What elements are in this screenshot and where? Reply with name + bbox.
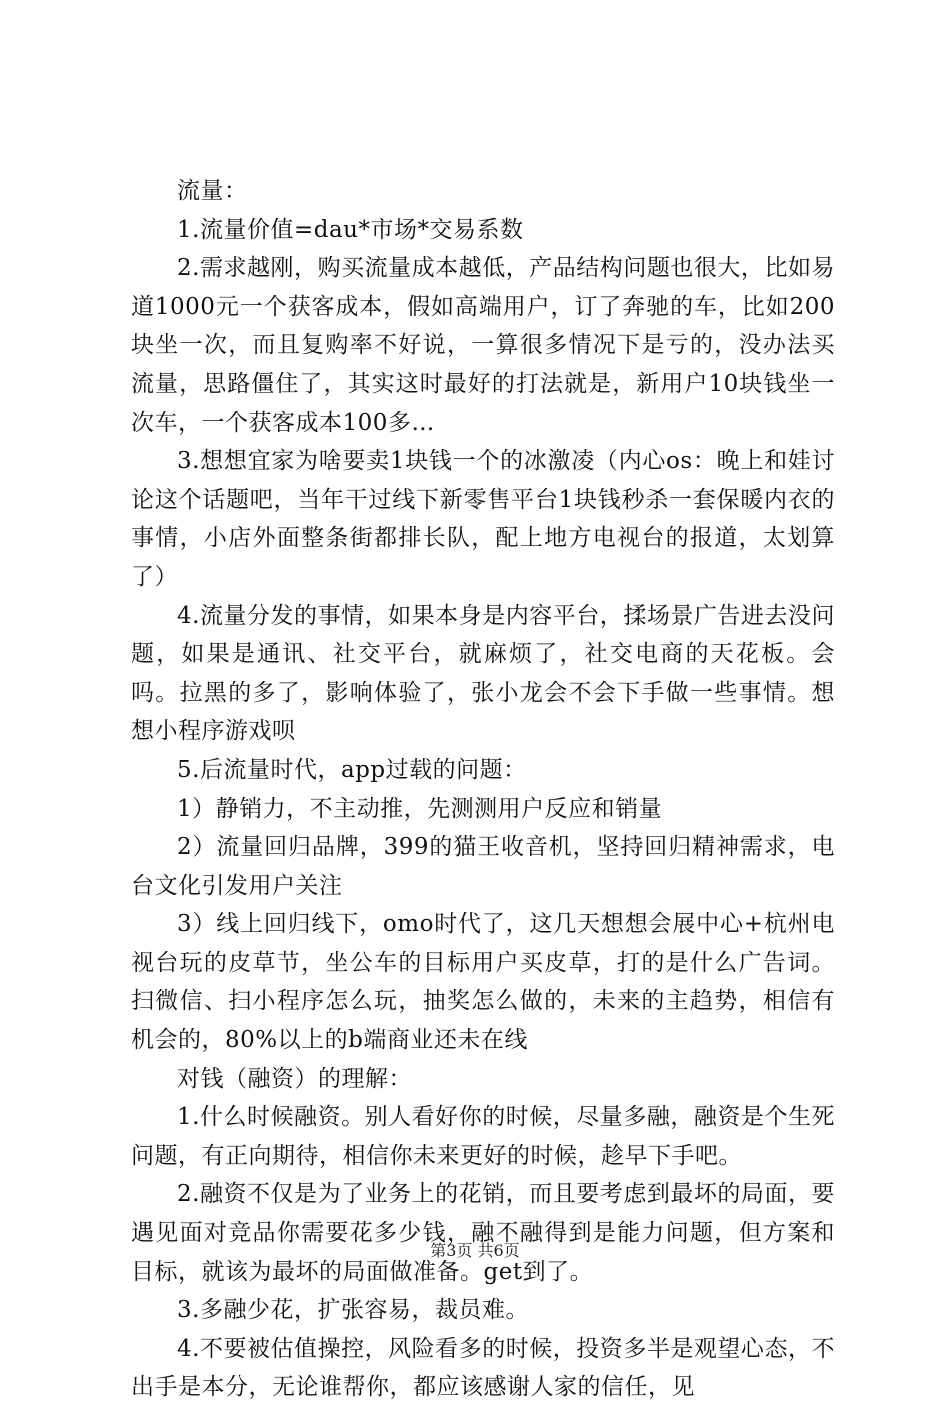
paragraph-worst-case: 2.融资不仅是为了业务上的花销，而且要考虑到最坏的局面，要遇见面对竞品你需要花多少钱，融不融得到是能力问题，但方案和目标，就该为最坏的局面做准备。get到了。 bbox=[131, 1181, 835, 1285]
section-heading-traffic: 流量： bbox=[177, 178, 248, 204]
list-item-brand: 2）流量回归品牌，399的猫王收音机，坚持回归精神需求，电台文化引发用户关注 bbox=[131, 834, 835, 899]
paragraph-post-traffic: 5.后流量时代，app过载的问题： bbox=[177, 756, 527, 783]
paragraph-distribution: 4.流量分发的事情，如果本身是内容平台，揉场景广告进去没问题，如果是通讯、社交平台，就麻烦了，社交电商的天花板。会吗。拉黑的多了，影响体验了，张小龙会不会下手做一些事情。想想小程序游戏呗 bbox=[131, 602, 835, 745]
paragraph-when-to-raise: 1.什么时候融资。别人看好你的时候，尽量多融，融资是个生死问题，有正向期待，相信你未来更好的时候，趁早下手吧。 bbox=[131, 1104, 835, 1169]
paragraph-valuation: 4.不要被估值操控，风险看多的时候，投资多半是观望心态，不出手是本分，无论谁帮你，都应该感谢人家的信任，见 bbox=[131, 1335, 835, 1401]
paragraph-demand: 2.需求越刚，购买流量成本越低，产品结构问题也很大，比如易道1000元一个获客成本，假如高端用户，订了奔驰的车，比如200块坐一次，而且复购率不好说，一算很多情况下是亏的，没办法买流量，思路僵住了，其实这时最好的打法就是，新用户10块钱坐一次车，一个获客成本100多… bbox=[131, 255, 835, 436]
list-item-offline: 3）线上回归线下，omo时代了，这几天想想会展中心+杭州电视台玩的皮草节，坐公车的目标用户买皮草，打的是什么广告词。扫微信、扫小程序怎么玩，抽奖怎么做的，未来的主趋势，相信有机会的，80%以上的b端商业还未在线 bbox=[131, 911, 835, 1054]
list-item-static-sales: 1）静销力，不主动推，先测测用户反应和销量 bbox=[177, 795, 663, 822]
page-number-footer: 第3页 共6页 bbox=[430, 1241, 520, 1260]
paragraph-spend-less: 3.多融少花，扩张容易，裁员难。 bbox=[177, 1297, 529, 1324]
section-heading-financing: 对钱（融资）的理解： bbox=[177, 1065, 412, 1092]
document-body bbox=[131, 172, 835, 1407]
paragraph-ikea: 3.想想宜家为啥要卖1块钱一个的冰激凌（内心os：晚上和娃讨论这个话题吧，当年干过线下新零售平台1块钱秒杀一套保暖内衣的事情，小店外面整条街都排长队，配上地方电视台的报道，太划算了） bbox=[131, 448, 835, 590]
paragraph-traffic-value: 1.流量价值=dau*市场*交易系数 bbox=[177, 216, 524, 243]
